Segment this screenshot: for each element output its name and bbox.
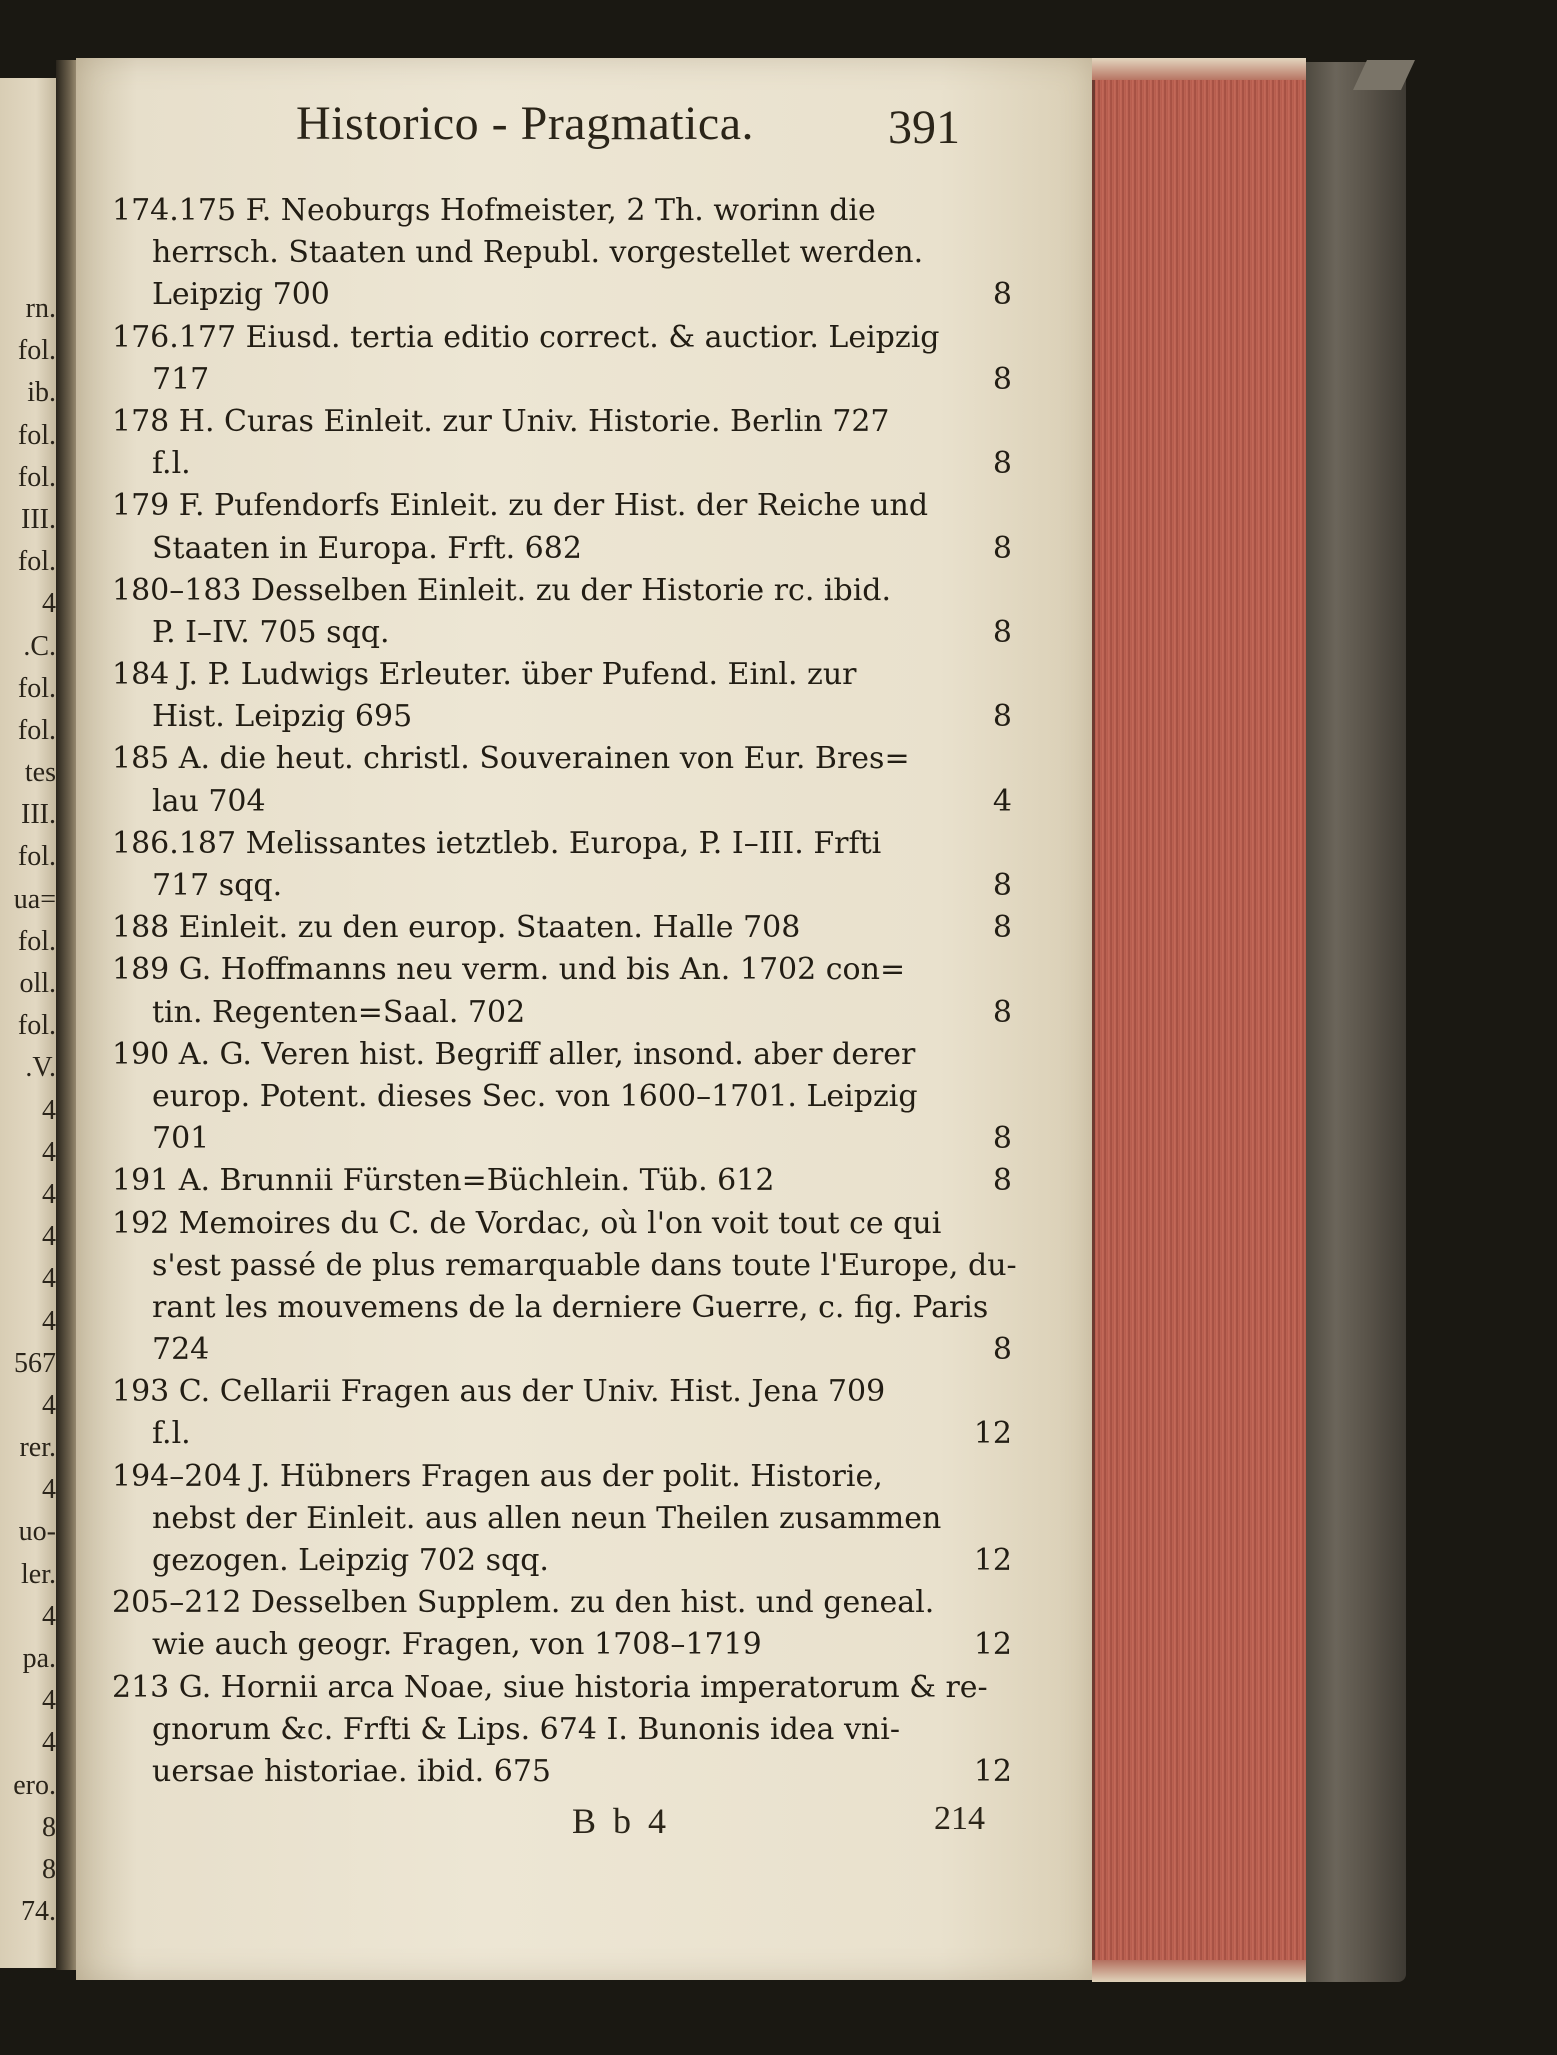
catalog-line-price: 8 <box>992 1332 1012 1368</box>
catalog-line-price: 8 <box>992 277 1012 313</box>
catalog-line <box>112 738 1012 780</box>
running-head-title: Historico - Pragmatica. <box>296 97 755 150</box>
catalog-line-price: 8 <box>992 1163 1012 1199</box>
catalog-line <box>112 274 1012 316</box>
catalog-line <box>112 1329 1012 1371</box>
catalog-line <box>112 781 1012 823</box>
left-margin-fragment: uo- <box>18 1516 56 1548</box>
catalog-line <box>112 232 1012 274</box>
left-margin-fragment: .C. <box>23 630 56 662</box>
catalog-line-text: 184 J. P. Ludwigs Erleuter. über Pufend. Einl. zur <box>112 657 857 693</box>
catalog-line-text: 191 A. Brunnii Fürsten=Büchlein. Tüb. 612 <box>112 1163 775 1199</box>
catalog-line-price: 8 <box>992 361 1012 397</box>
catalog-line-text: 213 G. Hornii arca Noae, siue historia imperatorum & re- <box>112 1669 988 1705</box>
catalog-entries <box>112 190 1017 1793</box>
catalog-line <box>112 190 1012 232</box>
catalog-line <box>112 570 1012 612</box>
left-margin-fragment: 4 <box>42 1221 56 1253</box>
catalog-line <box>112 1371 1012 1413</box>
catalog-line <box>112 612 1012 654</box>
catalog-line-text: nebst der Einleit. aus allen neun Theilen zusammen <box>152 1500 942 1536</box>
catalog-line-text: 192 Memoires du C. de Vordac, où l'on voit tout ce qui <box>112 1205 942 1241</box>
catalog-line <box>112 1287 1012 1329</box>
left-margin-fragment: 4 <box>42 1685 56 1717</box>
catalog-line-price: 8 <box>992 530 1012 566</box>
catalog-line-text: 724 <box>152 1332 210 1368</box>
catalog-line <box>112 485 1012 527</box>
catalog-line <box>112 359 1012 401</box>
catalog-line-price: 12 <box>973 1627 1012 1663</box>
catalog-line-text: 189 G. Hoffmanns neu verm. und bis An. 1702 con= <box>112 952 906 988</box>
catalog-line-price: 8 <box>992 994 1012 1030</box>
signature-mark: B b 4 <box>572 1801 671 1841</box>
catalog-line-price: 12 <box>973 1753 1012 1789</box>
catalog-line <box>112 1667 1012 1709</box>
left-margin-fragment: .V. <box>25 1052 56 1084</box>
catalog-line-text: 205–212 Desselben Supplem. zu den hist. und geneal. <box>112 1585 935 1621</box>
left-margin-fragment: fol. <box>17 672 56 704</box>
catalog-line-text: 186.187 Melissantes ietztleb. Europa, P. I–III. Frfti <box>112 825 882 861</box>
catchword: 214 <box>934 1800 985 1837</box>
catalog-line-text: lau 704 <box>152 783 266 819</box>
left-margin-fragment: 74. <box>21 1896 56 1928</box>
left-margin-fragment: 4 <box>42 588 56 620</box>
left-margin-fragment: fol. <box>17 461 56 493</box>
left-margin-fragment: fol. <box>17 419 56 451</box>
left-margin-fragment: 4 <box>42 1136 56 1168</box>
page-number: 391 <box>888 101 960 154</box>
catalog-line-text: rant les mouvemens de la derniere Guerre, c. fig. Paris <box>152 1289 989 1325</box>
left-margin-fragment: 4 <box>42 1263 56 1295</box>
catalog-line-text: 190 A. G. Veren hist. Begriff aller, insond. aber derer <box>112 1036 916 1072</box>
catalog-line <box>112 317 1012 359</box>
catalog-line-text: Hist. Leipzig 695 <box>152 699 413 735</box>
catalog-line <box>112 992 1012 1034</box>
left-margin-fragment: 4 <box>42 1727 56 1759</box>
left-page <box>0 78 60 1968</box>
catalog-line-text: gezogen. Leipzig 702 sqq. <box>152 1543 549 1578</box>
gutter-shadow <box>56 60 78 1970</box>
left-margin-fragment: fol. <box>17 714 56 746</box>
catalog-line-text: herrsch. Staaten und Republ. vorgestellet werden. <box>152 235 924 271</box>
catalog-line <box>112 1456 1012 1498</box>
catalog-line-text: 176.177 Eiusd. tertia editio correct. & auctior. Leipzig <box>112 319 940 355</box>
left-margin-fragment: III. <box>21 799 56 831</box>
catalog-line <box>112 1413 1012 1455</box>
catalog-line <box>112 528 1012 570</box>
left-margin-fragment: III. <box>21 503 56 535</box>
page-edges-bottom <box>1092 1960 1306 1982</box>
catalog-line <box>112 1160 1012 1202</box>
left-margin-fragment: ua= <box>13 883 56 915</box>
left-margin-fragment: ib. <box>27 377 56 409</box>
catalog-line-text: 717 <box>152 361 210 397</box>
book-cover <box>1306 62 1406 1982</box>
catalog-line-text: f.l. <box>152 446 191 482</box>
left-margin-fragment: 4 <box>42 1305 56 1337</box>
catalog-line <box>112 949 1012 991</box>
left-margin-fragment: fol. <box>17 546 56 578</box>
left-margin-fragment: 8 <box>42 1811 56 1843</box>
left-margin-fragment: fol. <box>17 1010 56 1042</box>
catalog-line-text: s'est passé de plus remarquable dans toute l'Europe, du- <box>152 1247 1017 1283</box>
left-margin-fragment: fol. <box>17 925 56 957</box>
catalog-line-text: tin. Regenten=Saal. 702 <box>152 994 526 1030</box>
catalog-line <box>112 1540 1012 1582</box>
catalog-line <box>112 696 1012 738</box>
catalog-line-text: 179 F. Pufendorfs Einleit. zu der Hist. der Reiche und <box>112 488 929 524</box>
left-margin-fragment: tes <box>24 757 56 789</box>
catalog-line <box>112 1203 1012 1245</box>
catalog-line-price: 8 <box>992 910 1012 946</box>
catalog-line <box>112 1624 1012 1666</box>
catalog-line-text: P. I–IV. 705 sqq. <box>152 614 390 650</box>
left-margin-fragment: 567 <box>14 1347 56 1379</box>
catalog-line <box>112 654 1012 696</box>
catalog-line-text: wie auch geogr. Fragen, von 1708–1719 <box>152 1627 762 1663</box>
catalog-line-text: europ. Potent. dieses Sec. von 1600–1701. Leipzig <box>152 1078 918 1114</box>
catalog-line-price: 12 <box>973 1416 1012 1452</box>
left-margin-fragment: oll. <box>19 968 56 999</box>
left-margin-fragment: 4 <box>42 1600 56 1632</box>
catalog-line-text: 717 sqq. <box>152 868 283 903</box>
catalog-line-text: uersae historiae. ibid. 675 <box>152 1753 551 1789</box>
catalog-line-text: Staaten in Europa. Frft. 682 <box>152 530 582 566</box>
left-margin-fragment: 4 <box>42 1474 56 1506</box>
catalog-line-text: 194–204 J. Hübners Fragen aus der polit. Historie, <box>112 1458 883 1494</box>
catalog-line-text: Leipzig 700 <box>152 277 330 313</box>
catalog-line-price: 4 <box>992 783 1012 819</box>
catalog-line-text: 178 H. Curas Einleit. zur Univ. Historie. Berlin 727 <box>112 403 890 439</box>
left-margin-fragment: pa. <box>22 1643 56 1674</box>
catalog-line-text: 174.175 F. Neoburgs Hofmeister, 2 Th. worinn die <box>112 193 876 228</box>
catalog-line-price: 8 <box>992 614 1012 650</box>
left-margin-fragment: 4 <box>42 1094 56 1126</box>
catalog-line-price: 12 <box>973 1543 1012 1578</box>
catalog-line <box>112 401 1012 443</box>
catalog-line-price: 8 <box>992 446 1012 482</box>
catalog-line-price: 8 <box>992 699 1012 735</box>
catalog-line <box>112 1118 1012 1160</box>
catalog-line <box>112 443 1012 485</box>
left-margin-fragment: rn. <box>25 293 56 324</box>
left-margin-fragment: 4 <box>42 1389 56 1421</box>
catalog-line-text: 193 C. Cellarii Fragen aus der Univ. Hist. Jena 709 <box>112 1374 886 1410</box>
left-margin-fragment: rer. <box>19 1432 56 1464</box>
left-margin-fragment: 4 <box>42 1178 56 1210</box>
catalog-line <box>112 1582 1012 1624</box>
catalog-line-text: gnorum &c. Frfti & Lips. 674 I. Bunonis idea vni- <box>152 1711 900 1747</box>
catalog-line <box>112 823 1012 865</box>
catalog-line <box>112 1034 1012 1076</box>
left-margin-fragment: fol. <box>17 841 56 873</box>
catalog-line <box>112 907 1012 949</box>
catalog-line-text: f.l. <box>152 1416 191 1452</box>
catalog-line <box>112 1751 1012 1793</box>
left-margin-fragment: ler. <box>21 1558 56 1590</box>
left-page-margin-text <box>0 288 56 1933</box>
catalog-line-text: 188 Einleit. zu den europ. Staaten. Halle 708 <box>112 910 801 946</box>
page-edges-top <box>1092 58 1306 80</box>
left-margin-fragment: 8 <box>42 1853 56 1885</box>
catalog-line <box>112 865 1012 907</box>
left-margin-fragment: fol. <box>17 335 56 367</box>
catalog-line <box>112 1498 1012 1540</box>
catalog-line-text: 701 <box>152 1121 210 1157</box>
catalog-line <box>112 1076 1012 1118</box>
catalog-line-text: 180–183 Desselben Einleit. zu der Historie rc. ibid. <box>112 572 892 608</box>
catalog-line <box>112 1709 1012 1751</box>
catalog-line-text: 185 A. die heut. christl. Souverainen von Eur. Bres= <box>112 741 910 777</box>
catalog-line <box>112 1245 1017 1287</box>
left-margin-fragment: ero. <box>13 1769 56 1801</box>
page-edges <box>1092 64 1309 1982</box>
catalog-line-price: 8 <box>992 868 1012 903</box>
catalog-line-price: 8 <box>992 1121 1012 1157</box>
